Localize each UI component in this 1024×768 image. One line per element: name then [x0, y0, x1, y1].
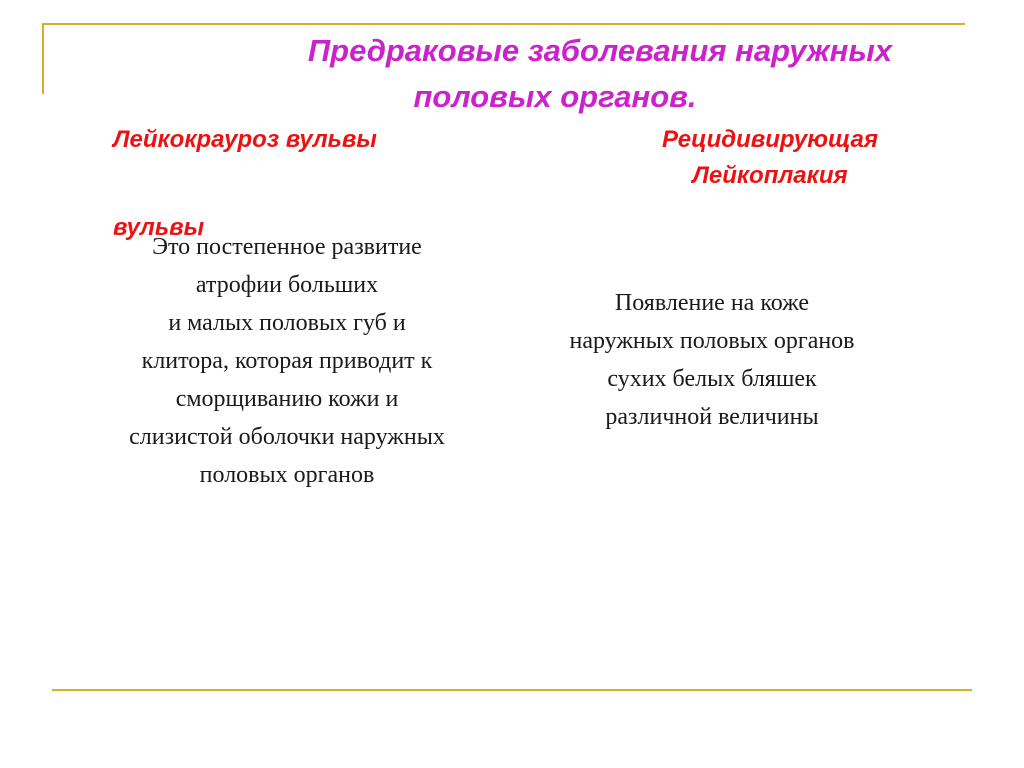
left-heading-overflow [113, 210, 313, 241]
right-heading-line-2: Лейкоплакия [692, 162, 848, 189]
slide-title-line-1: Предраковые заболевания наружных [307, 33, 893, 68]
left-heading: Лейкокрауроз вульвы [113, 126, 377, 153]
left-description-line: сморщиванию кожи и [175, 386, 399, 412]
right-description-line: различной величины [605, 404, 819, 430]
left-description-line: слизистой оболочки наружных [129, 424, 445, 450]
right-description-line: сухих белых бляшек [607, 366, 817, 392]
slide-title [120, 28, 1020, 120]
slide-title-line-2: половых органов. [413, 79, 697, 114]
frame-top-line [42, 23, 965, 25]
left-description-line: и малых половых губ и [168, 310, 406, 336]
right-heading-line-1: Рецидивирующая [662, 126, 878, 153]
left-description-line: атрофии больших [195, 272, 379, 298]
right-description-line: наружных половых органов [569, 328, 855, 354]
frame-left-line [42, 23, 44, 94]
left-description-line: половых органов [199, 462, 375, 488]
frame-bottom-line [52, 689, 972, 691]
left-heading-overflow-text: вульвы [113, 214, 205, 241]
right-description-line: Появление на коже [614, 290, 810, 316]
left-description [72, 228, 502, 494]
left-description-line: клитора, которая приводит к [141, 348, 433, 374]
left-description-line: Это постепенное развитие [152, 234, 422, 260]
right-description [502, 284, 922, 436]
right-heading [540, 122, 1000, 194]
